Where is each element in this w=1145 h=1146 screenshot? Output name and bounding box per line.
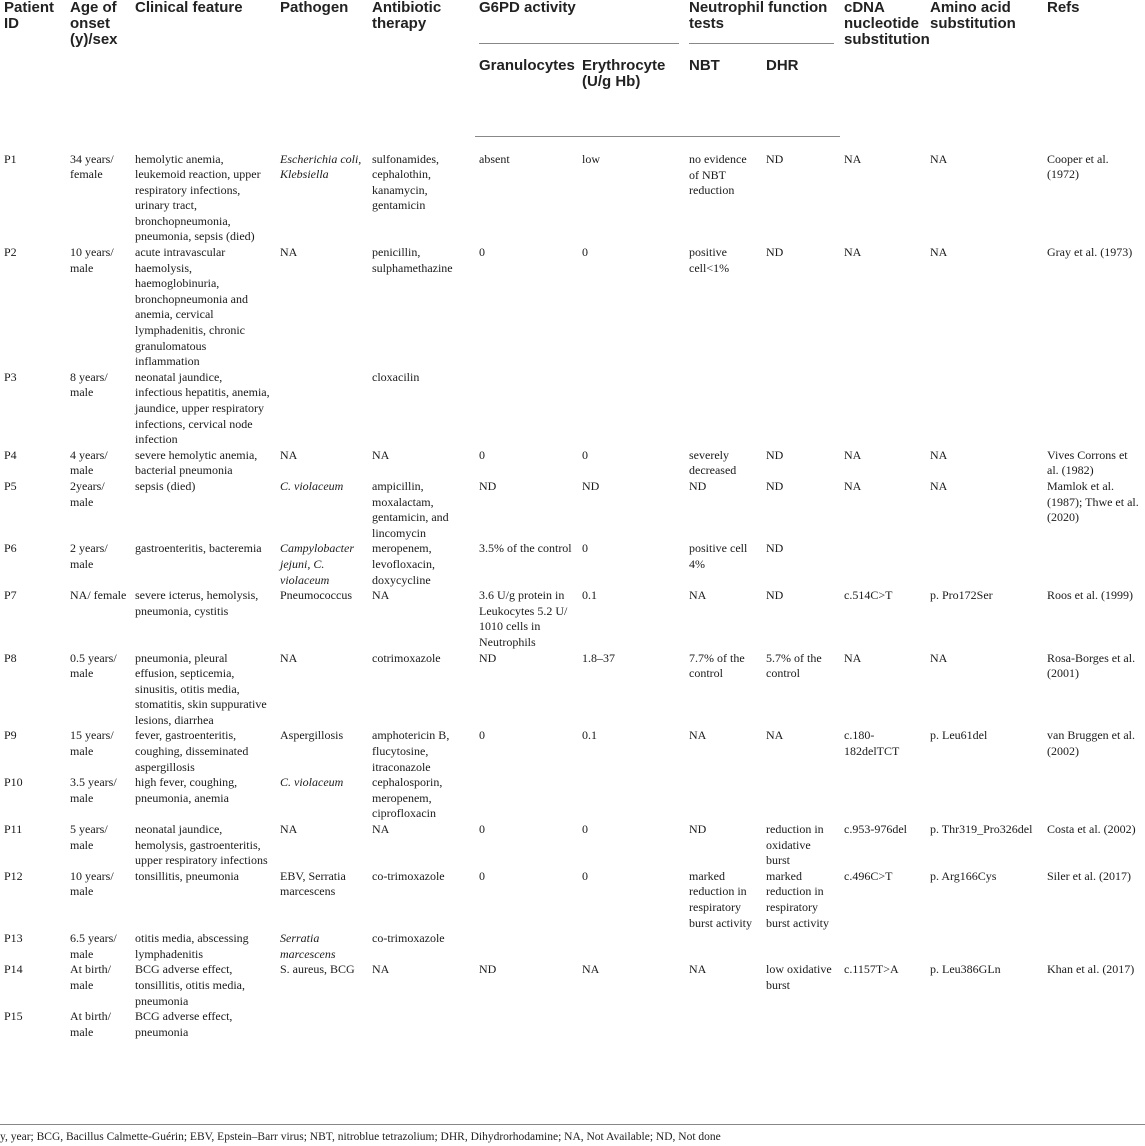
table-row [0, 651, 1145, 729]
cell-refs: Rosa-Borges et al. (2001) [1047, 650, 1136, 681]
header-antibiotic-therapy: Antibiotic therapy [372, 0, 442, 32]
cell-age-onset: 10 years/ male [70, 868, 114, 899]
cell-clinical-feature: gastroenteritis, bacteremia [135, 541, 262, 556]
cell-granulocytes: 3.5% of the control [479, 541, 572, 556]
header-row-top [0, 0, 1145, 44]
cell-patient-id: P1 [4, 151, 17, 166]
cell-nbt: no evidence of NBT reduction [689, 152, 747, 198]
cell-antibiotic: NA [372, 822, 390, 837]
cell-age-onset: 2years/ male [70, 478, 105, 509]
table-row [0, 448, 1145, 479]
cell-age-onset: 2 years/ male [70, 541, 108, 571]
cell-antibiotic: cloxacilin [372, 369, 420, 384]
cell-granulocytes: 0 [479, 822, 485, 837]
cell-clinical-feature: acute intravascular haemolysis, haemoglobinuria, bronchopneumonia and anemia, cervical lymphadenitis, chronic granulomatous inflammation [135, 245, 248, 369]
cell-dhr: ND [766, 152, 784, 166]
cell-refs [1043, 541, 1145, 588]
cell-patient-id: P14 [4, 962, 23, 977]
cell-dhr [762, 370, 840, 448]
cell-antibiotic: ampicillin, moxalactam, gentamicin, and lincomycin [372, 478, 449, 540]
cell-dhr [762, 775, 840, 822]
cell-antibiotic: NA [372, 588, 390, 603]
cell-refs: Cooper et al. (1972) [1047, 151, 1109, 182]
cell-nbt [685, 370, 762, 448]
cell-clinical-feature: severe icterus, hemolysis, pneumonia, cystitis [135, 588, 259, 618]
cell-clinical-feature: BCG adverse effect, tonsillitis, otitis media, pneumonia [135, 962, 246, 1008]
cell-antibiotic: co-trimoxazole [372, 931, 445, 946]
cell-patient-id: P2 [4, 245, 17, 260]
cell-amino: p. Leu61del [930, 728, 988, 743]
cell-antibiotic [368, 1009, 475, 1040]
cell-amino: NA [930, 151, 948, 166]
cell-dhr: 5.7% of the control [766, 650, 822, 681]
cell-refs [1043, 1009, 1145, 1040]
cell-patient-id: P8 [4, 650, 17, 665]
header-nbt: NBT [685, 44, 762, 137]
cell-granulocytes: 3.6 U/g protein in Leukocytes 5.2 U/ 1010 cells in Neutrophils [479, 588, 568, 649]
cell-antibiotic: cotrimoxazole [372, 650, 441, 665]
cell-patient-id: P12 [4, 868, 23, 883]
cell-erythrocyte: 0.1 [582, 588, 597, 603]
cell-amino: NA [930, 447, 948, 462]
cell-patient-id: P10 [4, 775, 23, 790]
cell-antibiotic: amphotericin B, flucytosine, itraconazole [372, 728, 450, 774]
header-dhr: DHR [762, 44, 840, 137]
cell-age-onset: 34 years/ female [70, 151, 114, 182]
cell-granulocytes: absent [479, 152, 510, 166]
header-granulocytes: Granulocytes [475, 44, 578, 137]
cell-patient-id: P11 [4, 822, 23, 837]
cell-pathogen: Escherichia coli, Klebsiella [280, 151, 362, 182]
cell-erythrocyte: 0 [582, 245, 588, 260]
cell-age-onset: 5 years/ male [70, 822, 108, 852]
cell-pathogen [276, 370, 368, 448]
cell-erythrocyte: 1.8–37 [582, 650, 615, 665]
cell-cdna [840, 931, 926, 962]
cell-erythrocyte [578, 370, 685, 448]
cell-erythrocyte: low [582, 152, 600, 166]
cell-cdna: NA [844, 478, 862, 493]
cell-amino [926, 370, 1043, 448]
table-row [0, 137, 1145, 246]
cell-granulocytes: 0 [479, 447, 485, 462]
table-row [0, 822, 1145, 869]
table-row [0, 245, 1145, 370]
cell-pathogen: Serratia marcescens [280, 931, 336, 961]
cell-patient-id: P15 [4, 1009, 23, 1024]
header-age-onset: Age of onset (y)/sex [70, 0, 118, 48]
table-row [0, 541, 1145, 588]
cell-nbt: positive cell<1% [689, 245, 730, 275]
cell-erythrocyte: ND [582, 478, 600, 493]
cell-refs [1043, 775, 1145, 822]
cell-antibiotic: NA [372, 447, 390, 462]
cell-amino: p. Pro172Ser [930, 588, 993, 603]
cell-dhr: ND [766, 447, 784, 462]
cell-amino: p. Thr319_Pro326del [930, 822, 1033, 837]
cell-nbt: ND [689, 478, 707, 493]
cell-amino: NA [930, 478, 948, 493]
cell-granulocytes: ND [479, 650, 497, 665]
table-body [0, 137, 1145, 1041]
cell-nbt: NA [689, 588, 707, 603]
cell-age-onset: 0.5 years/ male [70, 650, 117, 681]
header-pathogen: Pathogen [280, 0, 349, 16]
header-g6pd-activity: G6PD activity [475, 0, 685, 44]
cell-erythrocyte: 0.1 [582, 728, 597, 743]
cell-antibiotic: penicillin, sulphamethazine [372, 245, 453, 275]
cell-dhr: reduction in oxidative burst [766, 822, 824, 868]
cell-nbt: 7.7% of the control [689, 650, 745, 681]
cell-patient-id: P6 [4, 541, 17, 556]
cell-cdna [840, 370, 926, 448]
cell-refs: Mamlok et al. (1987); Thwe et al. (2020) [1047, 478, 1139, 525]
cell-pathogen: NA [280, 245, 298, 260]
cell-granulocytes: 0 [479, 245, 485, 260]
cell-pathogen: NA [280, 447, 298, 462]
cell-age-onset: At birth/ male [70, 962, 111, 992]
cell-clinical-feature: BCG adverse effect, pneumonia [135, 1009, 233, 1039]
cell-age-onset: 15 years/ male [70, 728, 114, 759]
cell-erythrocyte: 0 [582, 822, 588, 837]
cell-age-onset: 4 years/ male [70, 447, 108, 478]
cell-cdna: c.953-976del [844, 822, 907, 837]
cell-refs: Costa et al. (2002) [1047, 822, 1136, 837]
cell-dhr: marked reduction in respiratory burst activity [766, 868, 829, 930]
cell-antibiotic: meropenem, levofloxacin, doxycycline [372, 541, 435, 587]
table-row [0, 728, 1145, 775]
cell-cdna: NA [844, 447, 862, 462]
cell-erythrocyte: 0 [582, 868, 588, 883]
table-row [0, 775, 1145, 822]
cell-clinical-feature: tonsillitis, pneumonia [135, 868, 239, 883]
cell-clinical-feature: neonatal jaundice, infectious hepatitis, anemia, jaundice, upper respiratory infections, cervical node infection [135, 369, 270, 447]
cell-amino [926, 775, 1043, 822]
cell-nbt [685, 1009, 762, 1040]
cell-pathogen: Pneumococcus [280, 588, 352, 603]
cell-granulocytes [475, 775, 578, 822]
cell-erythrocyte [578, 931, 685, 962]
table-row [0, 869, 1145, 931]
cell-refs [1043, 370, 1145, 448]
cell-nbt: NA [689, 962, 707, 977]
cell-refs: Siler et al. (2017) [1047, 868, 1131, 883]
cell-cdna [840, 541, 926, 588]
cell-nbt: NA [689, 728, 707, 743]
header-neutrophil-tests: Neutrophil function tests [685, 0, 840, 44]
cell-cdna: c.514C>T [844, 588, 893, 603]
cell-age-onset: 8 years/ male [70, 369, 108, 400]
table-row [0, 370, 1145, 448]
cell-erythrocyte [578, 1009, 685, 1040]
header-refs: Refs [1047, 0, 1080, 16]
cell-clinical-feature: pneumonia, pleural effusion, septicemia, sinusitis, otitis media, stomatitis, skin suppurative lesions, diarrhea [135, 650, 267, 727]
table-row [0, 931, 1145, 962]
table-row [0, 588, 1145, 650]
cell-patient-id: P3 [4, 369, 17, 384]
cell-granulocytes [475, 931, 578, 962]
cell-cdna [840, 1009, 926, 1040]
cell-cdna: c.1157T>A [844, 962, 899, 977]
cell-patient-id: P9 [4, 728, 17, 743]
cell-pathogen: Aspergillosis [280, 728, 344, 743]
cell-amino: NA [930, 245, 948, 260]
cell-pathogen: NA [280, 822, 298, 837]
header-cdna-substitution: cDNA nucleotide substitution [844, 0, 930, 48]
cell-clinical-feature: fever, gastroenteritis, coughing, disseminated aspergillosis [135, 728, 249, 774]
cell-granulocytes: ND [479, 962, 497, 977]
cell-dhr: ND [766, 541, 784, 556]
header-erythrocyte: Erythrocyte (U/g Hb) [578, 44, 685, 137]
cell-nbt: marked reduction in respiratory burst activity [689, 868, 752, 930]
cell-granulocytes: ND [479, 478, 497, 493]
cell-refs: van Bruggen et al. (2002) [1047, 728, 1135, 759]
table-row [0, 479, 1145, 541]
cell-antibiotic: NA [372, 962, 390, 977]
cell-cdna: c.180-182delTCT [844, 728, 900, 759]
cell-pathogen [276, 1009, 368, 1040]
cell-refs: Khan et al. (2017) [1047, 962, 1135, 977]
cell-dhr [762, 1009, 840, 1040]
cell-amino: p. Leu386GLn [930, 962, 1001, 977]
cell-cdna: NA [844, 245, 862, 260]
cell-antibiotic: cephalosporin, meropenem, ciprofloxacin [372, 775, 443, 821]
header-patient-id: Patient ID [4, 0, 55, 32]
cell-amino [926, 541, 1043, 588]
cell-clinical-feature: high fever, coughing, pneumonia, anemia [135, 775, 238, 805]
cell-pathogen: C. violaceum [280, 775, 344, 790]
cell-dhr: ND [766, 245, 784, 260]
cell-clinical-feature: severe hemolytic anemia, bacterial pneumonia [135, 447, 258, 478]
cell-patient-id: P5 [4, 478, 17, 493]
cell-dhr: NA [766, 728, 784, 743]
cell-refs: Gray et al. (1973) [1047, 245, 1133, 260]
cell-erythrocyte [578, 775, 685, 822]
cell-clinical-feature: neonatal jaundice, hemolysis, gastroenteritis, upper respiratory infections [135, 822, 268, 868]
table-row [0, 1009, 1145, 1040]
cell-patient-id: P4 [4, 447, 17, 462]
cell-cdna: c.496C>T [844, 868, 893, 883]
cell-cdna: NA [844, 650, 862, 665]
cell-granulocytes: 0 [479, 868, 485, 883]
cell-erythrocyte: 0 [582, 447, 588, 462]
table-footnote: y, year; BCG, Bacillus Calmette-Guérin; EBV, Epstein–Barr virus; NBT, nitroblue tetrazolium; DHR, Dihydrorhodamine; NA, Not Available; ND, Not done [0, 1131, 721, 1143]
header-clinical-feature: Clinical feature [135, 0, 243, 16]
cell-amino: p. Arg166Cys [930, 868, 997, 883]
table-row [0, 962, 1145, 1009]
cell-age-onset: 10 years/ male [70, 245, 114, 275]
cell-nbt [685, 775, 762, 822]
cell-granulocytes [475, 1009, 578, 1040]
cell-granulocytes [475, 370, 578, 448]
cell-cdna: NA [844, 151, 862, 166]
cell-erythrocyte: 0 [582, 541, 588, 556]
cell-dhr: low oxidative burst [766, 962, 832, 992]
cell-age-onset: 6.5 years/ male [70, 931, 117, 961]
cell-amino [926, 931, 1043, 962]
cell-clinical-feature: sepsis (died) [135, 478, 196, 493]
cell-clinical-feature: hemolytic anemia, leukemoid reaction, upper respiratory infections, urinary tract, bronchopneumonia, pneumonia, sepsis (died) [135, 151, 261, 244]
bottom-rule [0, 1124, 1145, 1125]
cell-pathogen: C. violaceum [280, 478, 344, 493]
cell-age-onset: At birth/ male [70, 1009, 111, 1039]
cell-dhr [762, 931, 840, 962]
cell-dhr: ND [766, 588, 784, 603]
cell-cdna [840, 775, 926, 822]
cell-pathogen: Campylobacter jejuni, C. violaceum [280, 541, 354, 587]
cell-pathogen: NA [280, 650, 298, 665]
cell-patient-id: P7 [4, 588, 17, 603]
cell-antibiotic: sulfonamides, cephalothin, kanamycin, gentamicin [372, 151, 439, 213]
cell-amino [926, 1009, 1043, 1040]
cell-nbt: positive cell 4% [689, 541, 748, 571]
cell-age-onset: NA/ female [70, 588, 127, 603]
cell-dhr: ND [766, 478, 784, 493]
cell-erythrocyte: NA [582, 962, 600, 977]
cell-clinical-feature: otitis media, abscessing lymphadenitis [135, 931, 249, 961]
cell-nbt [685, 931, 762, 962]
cell-age-onset: 3.5 years/ male [70, 775, 117, 805]
cell-pathogen: EBV, Serratia marcescens [280, 868, 346, 899]
cell-refs [1043, 931, 1145, 962]
cell-refs: Roos et al. (1999) [1047, 588, 1133, 603]
cell-granulocytes: 0 [479, 728, 485, 743]
cell-patient-id: P13 [4, 931, 23, 946]
cell-nbt: ND [689, 822, 707, 837]
cell-refs: Vives Corrons et al. (1982) [1047, 447, 1128, 478]
cell-nbt: severely decreased [689, 447, 737, 478]
cell-pathogen: S. aureus, BCG [280, 962, 355, 977]
header-amino-substitution: Amino acid substitution [930, 0, 1016, 32]
cell-antibiotic: co-trimoxazole [372, 868, 445, 883]
cell-amino: NA [930, 650, 948, 665]
